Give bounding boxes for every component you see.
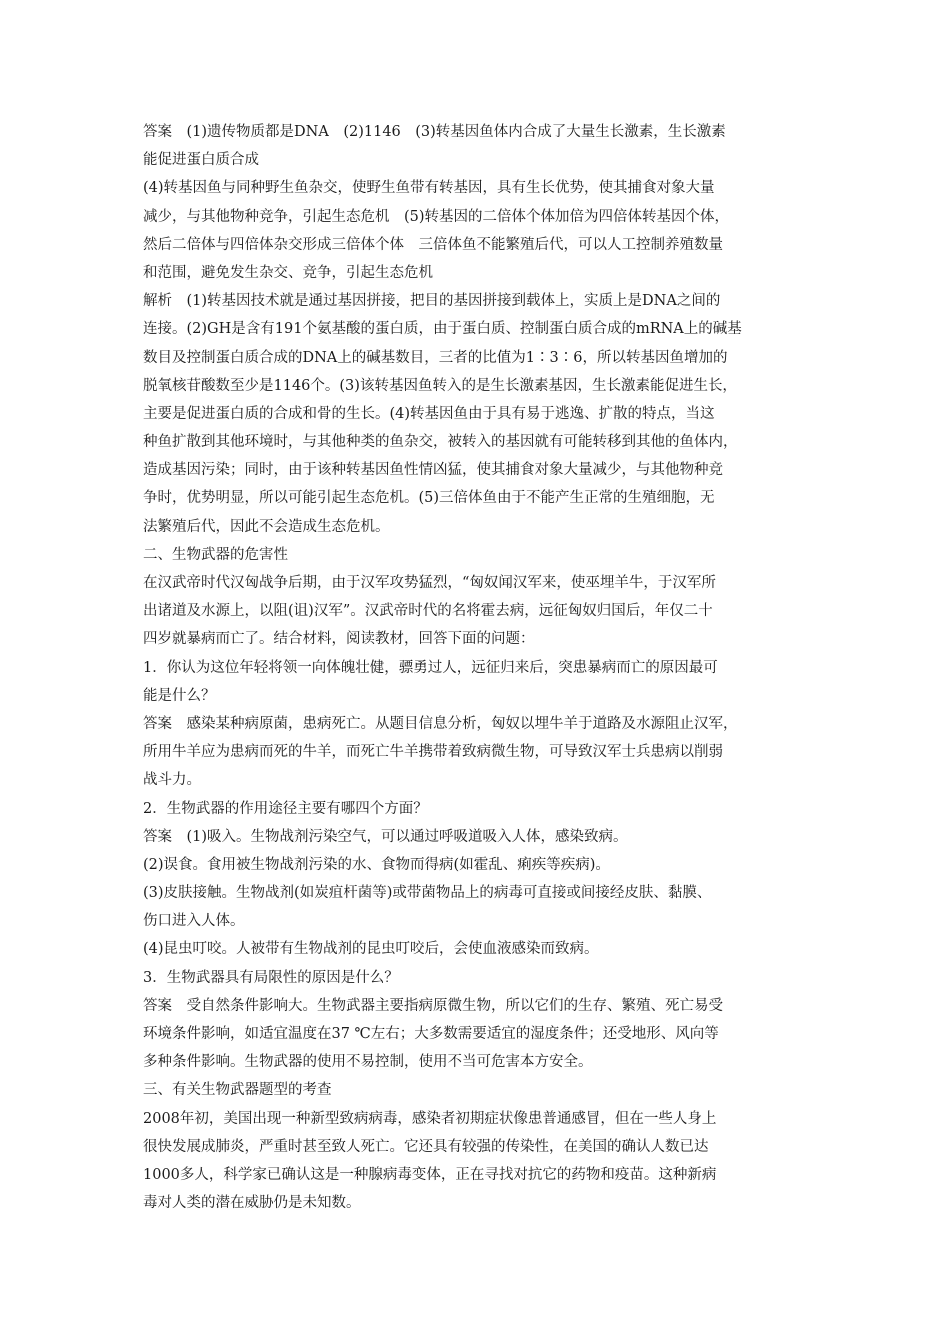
text-line: 四岁就暴病而亡了。结合材料，阅读教材，回答下面的问题：: [143, 631, 535, 648]
text-line: 和范围，避免发生杂交、竞争，引起生态危机: [143, 264, 433, 281]
text-line: 1000多人，科学家已确认这是一种腺病毒变体，正在寻找对抗它的药物和疫苗。这种新病: [143, 1166, 717, 1183]
text-line: 数目及控制蛋白质合成的DNA上的碱基数目，三者的比值为1∶3∶6，所以转基因鱼增加的: [143, 349, 728, 366]
question-line: 能是什么？: [143, 687, 216, 704]
text-line: 连接。(2)GH是含有191个氨基酸的蛋白质，由于蛋白质、控制蛋白质合成的mRNA上的碱基: [143, 321, 742, 338]
text-line: 能促进蛋白质合成: [143, 152, 259, 169]
text-line: 答案 (1)遗传物质都是DNA (2)1146 (3)转基因鱼体内合成了大量生长激素，生长激素: [143, 124, 726, 140]
text-line: 答案 感染某种病原菌，患病死亡。从题目信息分析，匈奴以埋牛羊于道路及水源阻止汉军，: [143, 715, 738, 732]
text-line: 法繁殖后代，因此不会造成生态危机。: [143, 518, 390, 535]
text-line: 解析 (1)转基因技术就是通过基因拼接，把目的基因拼接到载体上，实质上是DNA之间的: [143, 293, 721, 310]
text-line: 多种条件影响。生物武器的使用不易控制，使用不当可危害本方安全。: [143, 1054, 593, 1071]
text-line: (3)皮肤接触。生物战剂(如炭疽杆菌等)或带菌物品上的病毒可直接或间接经皮肤、黏膜、: [143, 885, 712, 902]
text-line: 争时，优势明显，所以可能引起生态危机。(5)三倍体鱼由于不能产生正常的生殖细胞，无: [143, 490, 715, 507]
text-line: (4)昆虫叮咬。人被带有生物战剂的昆虫叮咬后，会使血液感染而致病。: [143, 941, 599, 958]
text-line: 伤口进入人体。: [143, 913, 245, 930]
text-line: 答案 受自然条件影响大。生物武器主要指病原微生物，所以它们的生存、繁殖、死亡易受: [143, 997, 723, 1014]
section-heading: 三、有关生物武器题型的考查: [143, 1082, 332, 1099]
text-line: 答案 (1)吸入。生物战剂污染空气，可以通过呼吸道吸入人体，感染致病。: [143, 828, 628, 845]
text-line: 种鱼扩散到其他环境时，与其他种类的鱼杂交，被转入的基因就有可能转移到其他的鱼体内，: [143, 434, 738, 451]
text-line: 战斗力。: [143, 772, 201, 789]
text-line: 毒对人类的潜在威胁仍是未知数。: [143, 1195, 361, 1212]
text-line: 出诸道及水源上，以阻(诅)汉军”。汉武帝时代的名将霍去病，远征匈奴归国后，年仅二十: [143, 603, 713, 620]
text-line: 2008年初，美国出现一种新型致病病毒，感染者初期症状像患普通感冒，但在一些人身上: [143, 1110, 717, 1127]
question-line: 1．你认为这位年轻将领一向体魄壮健，骠勇过人，远征归来后，突患暴病而亡的原因最可: [143, 659, 718, 676]
text-line: (4)转基因鱼与同种野生鱼杂交，使野生鱼带有转基因，具有生长优势，使其捕食对象大量: [143, 180, 715, 197]
question-line: 2．生物武器的作用途径主要有哪四个方面？: [143, 800, 428, 817]
text-line: 脱氧核苷酸数至少是1146个。(3)该转基因鱼转入的是生长激素基因，生长激素能促进生长，: [143, 377, 737, 394]
text-line: 主要是促进蛋白质的合成和骨的生长。(4)转基因鱼由于具有易于逃逸、扩散的特点，当这: [143, 405, 715, 422]
text-line: 在汉武帝时代汉匈战争后期，由于汉军攻势猛烈，“匈奴闻汉军来，使巫埋羊牛，于汉军所: [143, 575, 716, 591]
text-line: (2)误食。食用被生物战剂污染的水、食物而得病(如霍乱、痢疾等疾病)。: [143, 856, 610, 873]
document-body: [143, 118, 823, 1217]
question-line: 3．生物武器具有局限性的原因是什么？: [143, 969, 399, 986]
text-line: 所用牛羊应为患病而死的牛羊，而死亡牛羊携带着致病微生物，可导致汉军士兵患病以削弱: [143, 744, 723, 761]
text-line: 环境条件影响，如适宜温度在37 ℃左右；大多数需要适宜的湿度条件；还受地形、风向等: [143, 1026, 719, 1042]
text-line: 造成基因污染；同时，由于该种转基因鱼性情凶猛，使其捕食对象大量减少，与其他物种竞: [143, 462, 723, 479]
text-line: 减少，与其他物种竞争，引起生态危机 (5)转基因的二倍体个体加倍为四倍体转基因个体，: [143, 208, 730, 225]
section-heading: 二、生物武器的危害性: [143, 546, 288, 563]
text-line: 很快发展成肺炎，严重时甚至致人死亡。它还具有较强的传染性，在美国的确认人数已达: [143, 1138, 709, 1155]
text-line: 然后二倍体与四倍体杂交形成三倍体个体 三倍体鱼不能繁殖后代，可以人工控制养殖数量: [143, 236, 723, 253]
